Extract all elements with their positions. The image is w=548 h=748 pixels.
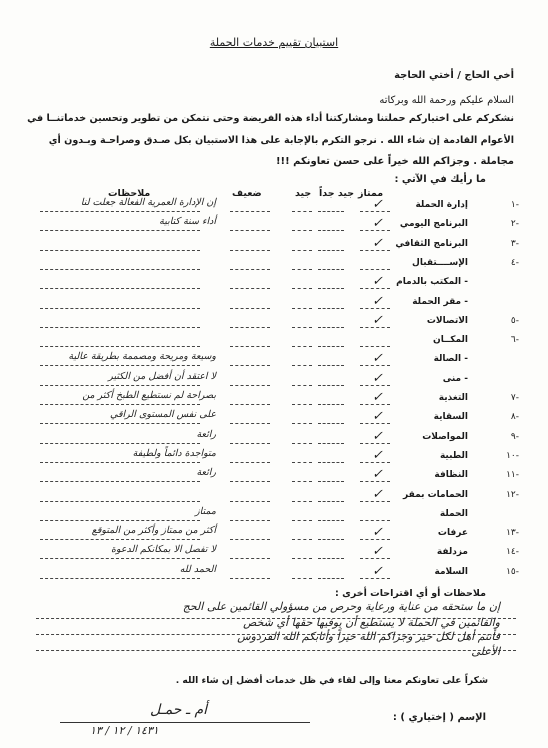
notes-line <box>40 558 200 559</box>
rating-cell-line <box>292 288 312 289</box>
check-mark: ✓ <box>372 216 383 231</box>
rating-cell-line <box>318 211 344 212</box>
row-number: -١١ <box>506 470 519 480</box>
rating-cell-line <box>292 346 312 347</box>
row-note: لا اعتقد أن أفضل من الكثير <box>108 371 216 382</box>
rating-cell-line <box>292 443 312 444</box>
column-very-good: جيد جداً <box>319 188 355 199</box>
row-label: السلامة <box>434 567 468 577</box>
check-mark: ✓ <box>372 564 383 579</box>
row-label: الطبية <box>439 451 468 461</box>
rating-cell-line <box>230 578 270 579</box>
row-label: عرفات <box>437 528 468 538</box>
rating-cell-line <box>230 462 270 463</box>
rating-cell-line <box>230 443 270 444</box>
row-number: -٨ <box>510 412 519 422</box>
rating-cell-line <box>292 327 312 328</box>
rating-cell-line <box>318 288 344 289</box>
rating-cell-line <box>318 462 344 463</box>
rating-cell-line <box>292 211 312 212</box>
name-label: الإسم ( إختياري ) : <box>392 712 486 723</box>
page-title: استبيان تقييم خدمات الحملة <box>209 36 339 49</box>
check-mark: ✓ <box>372 429 383 444</box>
rating-cell-line <box>318 558 344 559</box>
row-label: الحمامات بمقر <box>403 490 468 500</box>
salutation: أخي الحاج / أختي الحاجة <box>394 70 514 81</box>
rating-cell-line <box>230 404 270 405</box>
question-label: ما رأيك في الآتي : <box>394 174 486 185</box>
row-number: -١٢ <box>506 490 519 500</box>
rating-cell-line <box>230 539 270 540</box>
rating-cell-line <box>318 250 344 251</box>
intro-line-2: الأعوام القادمة إن شاء الله . نرجو التكرم بالإجابة على هذا الاستبيان بكل صـدق وصراحـة وبـدون أي <box>48 135 514 146</box>
rating-cell-line <box>318 365 344 366</box>
notes-line <box>40 308 200 309</box>
rating-cell-line <box>318 578 344 579</box>
notes-line <box>40 578 200 579</box>
row-label: إدارة الحملة <box>415 200 468 210</box>
notes-line <box>40 443 200 444</box>
rating-cell-line <box>318 269 344 270</box>
remarks-line-4: الأعلى <box>471 645 500 658</box>
rating-cell-line <box>360 269 390 270</box>
rating-cell-line <box>230 385 270 386</box>
rating-cell-line <box>360 346 390 347</box>
row-number: -١ <box>510 200 519 210</box>
notes-line <box>40 365 200 366</box>
check-mark: ✓ <box>372 313 383 328</box>
notes-line <box>40 327 200 328</box>
date-value: ١٤٣١ / ١٢ / ١٣ <box>90 724 159 737</box>
row-note: لا تفصل الا بمكانكم الدعوة <box>110 544 216 555</box>
row-number: -١٠ <box>506 451 519 461</box>
notes-line <box>40 404 200 405</box>
rating-cell-line <box>230 250 270 251</box>
rating-cell-line <box>292 230 312 231</box>
notes-line <box>40 250 200 251</box>
row-label: المكــان <box>433 335 468 345</box>
column-excellent: ممتاز <box>358 188 384 199</box>
remarks-line-2: والقائمين في الحملة لا يستطيع أن يوفيها حقها أي شخص <box>243 616 500 629</box>
row-note: الحمد لله <box>179 564 216 575</box>
rating-cell-line <box>292 250 312 251</box>
check-mark: ✓ <box>372 371 383 386</box>
row-label: مزدلفة <box>436 547 468 557</box>
row-label: الحملة <box>439 509 468 519</box>
row-label: البرنامج اليومي <box>399 219 468 229</box>
remarks-line-1: إن ما ستحقه من عناية ورعاية وحرص من مسؤولي القائمين على الحج <box>182 600 500 613</box>
rating-cell-line <box>292 308 312 309</box>
rating-cell-line <box>230 288 270 289</box>
rating-cell-line <box>292 365 312 366</box>
notes-line <box>40 230 200 231</box>
rating-cell-line <box>318 501 344 502</box>
row-note: رائعة <box>196 429 216 440</box>
check-mark: ✓ <box>372 197 383 212</box>
row-number: -٥ <box>510 316 519 326</box>
row-note: متواجدة دائماً ولطيفة <box>132 448 216 459</box>
check-mark: ✓ <box>372 487 383 502</box>
check-mark: ✓ <box>372 448 383 463</box>
rating-cell-line <box>318 327 344 328</box>
rating-cell-line <box>292 385 312 386</box>
rating-cell-line <box>230 269 270 270</box>
rating-cell-line <box>230 327 270 328</box>
check-mark: ✓ <box>372 236 383 251</box>
rating-cell-line <box>292 578 312 579</box>
row-number: -١٤ <box>506 547 519 557</box>
row-number: -١٣ <box>506 528 519 538</box>
notes-line <box>40 346 200 347</box>
notes-line <box>40 539 200 540</box>
rating-cell-line <box>292 269 312 270</box>
row-label: الإســــتقبال <box>412 258 468 268</box>
row-label: النظافة <box>434 470 468 480</box>
rating-cell-line <box>230 230 270 231</box>
rating-cell-line <box>318 385 344 386</box>
row-label: التغذية <box>438 393 468 403</box>
check-mark: ✓ <box>372 390 383 405</box>
notes-line <box>40 211 200 212</box>
closing-thanks: شكراً على تعاونكم معنا وإلى لقاء في ظل خدمات أفضل إن شاء الله . <box>175 675 488 686</box>
remarks-line-3: فأنتم أهل لكل خير وجزاكم الله خيراً وأثابكم الله الفردوس <box>237 630 500 643</box>
notes-line <box>40 481 200 482</box>
row-note: أكثر من ممتاز وأكثر من المتوقع <box>91 525 216 536</box>
row-number: -٤ <box>510 258 519 268</box>
check-mark: ✓ <box>372 409 383 424</box>
rating-cell-line <box>292 423 312 424</box>
remarks-label: ملاحظات أو أي اقتراحات أخرى : <box>335 588 486 599</box>
notes-line <box>40 520 200 521</box>
rating-cell-line <box>230 346 270 347</box>
row-label: المواصلات <box>422 432 468 442</box>
rating-cell-line <box>318 308 344 309</box>
rating-cell-line <box>230 481 270 482</box>
row-note: ممتاز <box>195 506 216 517</box>
row-label: - منى <box>442 374 468 384</box>
name-value: أم ـ حمـل <box>150 702 208 718</box>
name-line <box>60 722 310 723</box>
rating-cell-line <box>292 462 312 463</box>
rating-cell-line <box>230 501 270 502</box>
intro-line-3: مجاملة . وجزاكم الله خيراً على حسن تعاونكم !!! <box>275 156 514 167</box>
rating-cell-line <box>292 501 312 502</box>
check-mark: ✓ <box>372 525 383 540</box>
row-number: -٢ <box>510 219 519 229</box>
rating-cell-line <box>318 539 344 540</box>
rating-cell-line <box>230 558 270 559</box>
row-label: - مقر الحملة <box>412 297 468 307</box>
check-mark: ✓ <box>372 351 383 366</box>
row-label: - الصالة <box>433 354 468 364</box>
rating-cell-line <box>230 423 270 424</box>
rating-cell-line <box>230 365 270 366</box>
remarks-underline-3 <box>36 650 516 651</box>
row-label: السقاية <box>433 412 468 422</box>
row-note: إن الإدارة العمرية الفعالة جعلت لنا <box>80 197 216 208</box>
row-note: أداء سنة كتابية <box>159 216 216 227</box>
rating-cell-line <box>318 423 344 424</box>
notes-line <box>40 423 200 424</box>
row-number: -٣ <box>510 239 519 249</box>
rating-cell-line <box>292 539 312 540</box>
rating-cell-line <box>292 520 312 521</box>
row-note: على نفس المستوى الراقي <box>110 409 216 420</box>
notes-line <box>40 288 200 289</box>
rating-cell-line <box>318 404 344 405</box>
rating-cell-line <box>318 346 344 347</box>
check-mark: ✓ <box>372 294 383 309</box>
row-number: -٩ <box>510 432 519 442</box>
column-notes: ملاحظات <box>108 188 151 199</box>
rating-cell-line <box>230 520 270 521</box>
row-number: -٧ <box>510 393 519 403</box>
rating-cell-line <box>318 443 344 444</box>
rating-cell-line <box>230 211 270 212</box>
rating-cell-line <box>292 481 312 482</box>
column-weak: ضعيف <box>232 188 262 199</box>
notes-line <box>40 385 200 386</box>
column-good: جيد <box>295 188 312 199</box>
check-mark: ✓ <box>372 544 383 559</box>
notes-line <box>40 501 200 502</box>
intro-line-1: نشكركم على اختياركم حملتنا ومشاركتنا أداء هذه الفريضة وحتى نتمكن من تطوير وتحسين خدماتنــا في <box>27 113 514 124</box>
check-mark: ✓ <box>372 467 383 482</box>
rating-cell-line <box>360 520 390 521</box>
rating-cell-line <box>318 481 344 482</box>
row-note: بصراحة لم نستطيع الطبخ أكثر من <box>82 390 216 401</box>
rating-cell-line <box>230 308 270 309</box>
notes-line <box>40 269 200 270</box>
row-label: - المكتب بالدمام <box>396 277 468 287</box>
row-note: رائعة <box>196 467 216 478</box>
check-mark: ✓ <box>372 274 383 289</box>
rating-cell-line <box>318 230 344 231</box>
row-note: وسيعة ومريحة ومصممة بطريقة عالية <box>68 351 216 362</box>
row-number: -٦ <box>510 335 519 345</box>
rating-cell-line <box>292 404 312 405</box>
greeting: السلام عليكم ورحمة الله وبركاته <box>379 95 514 106</box>
notes-line <box>40 462 200 463</box>
row-label: الاتصالات <box>426 316 468 326</box>
rating-cell-line <box>318 520 344 521</box>
rating-cell-line <box>292 558 312 559</box>
row-label: البرنامج الثقافي <box>395 239 468 249</box>
row-number: -١٥ <box>506 567 519 577</box>
